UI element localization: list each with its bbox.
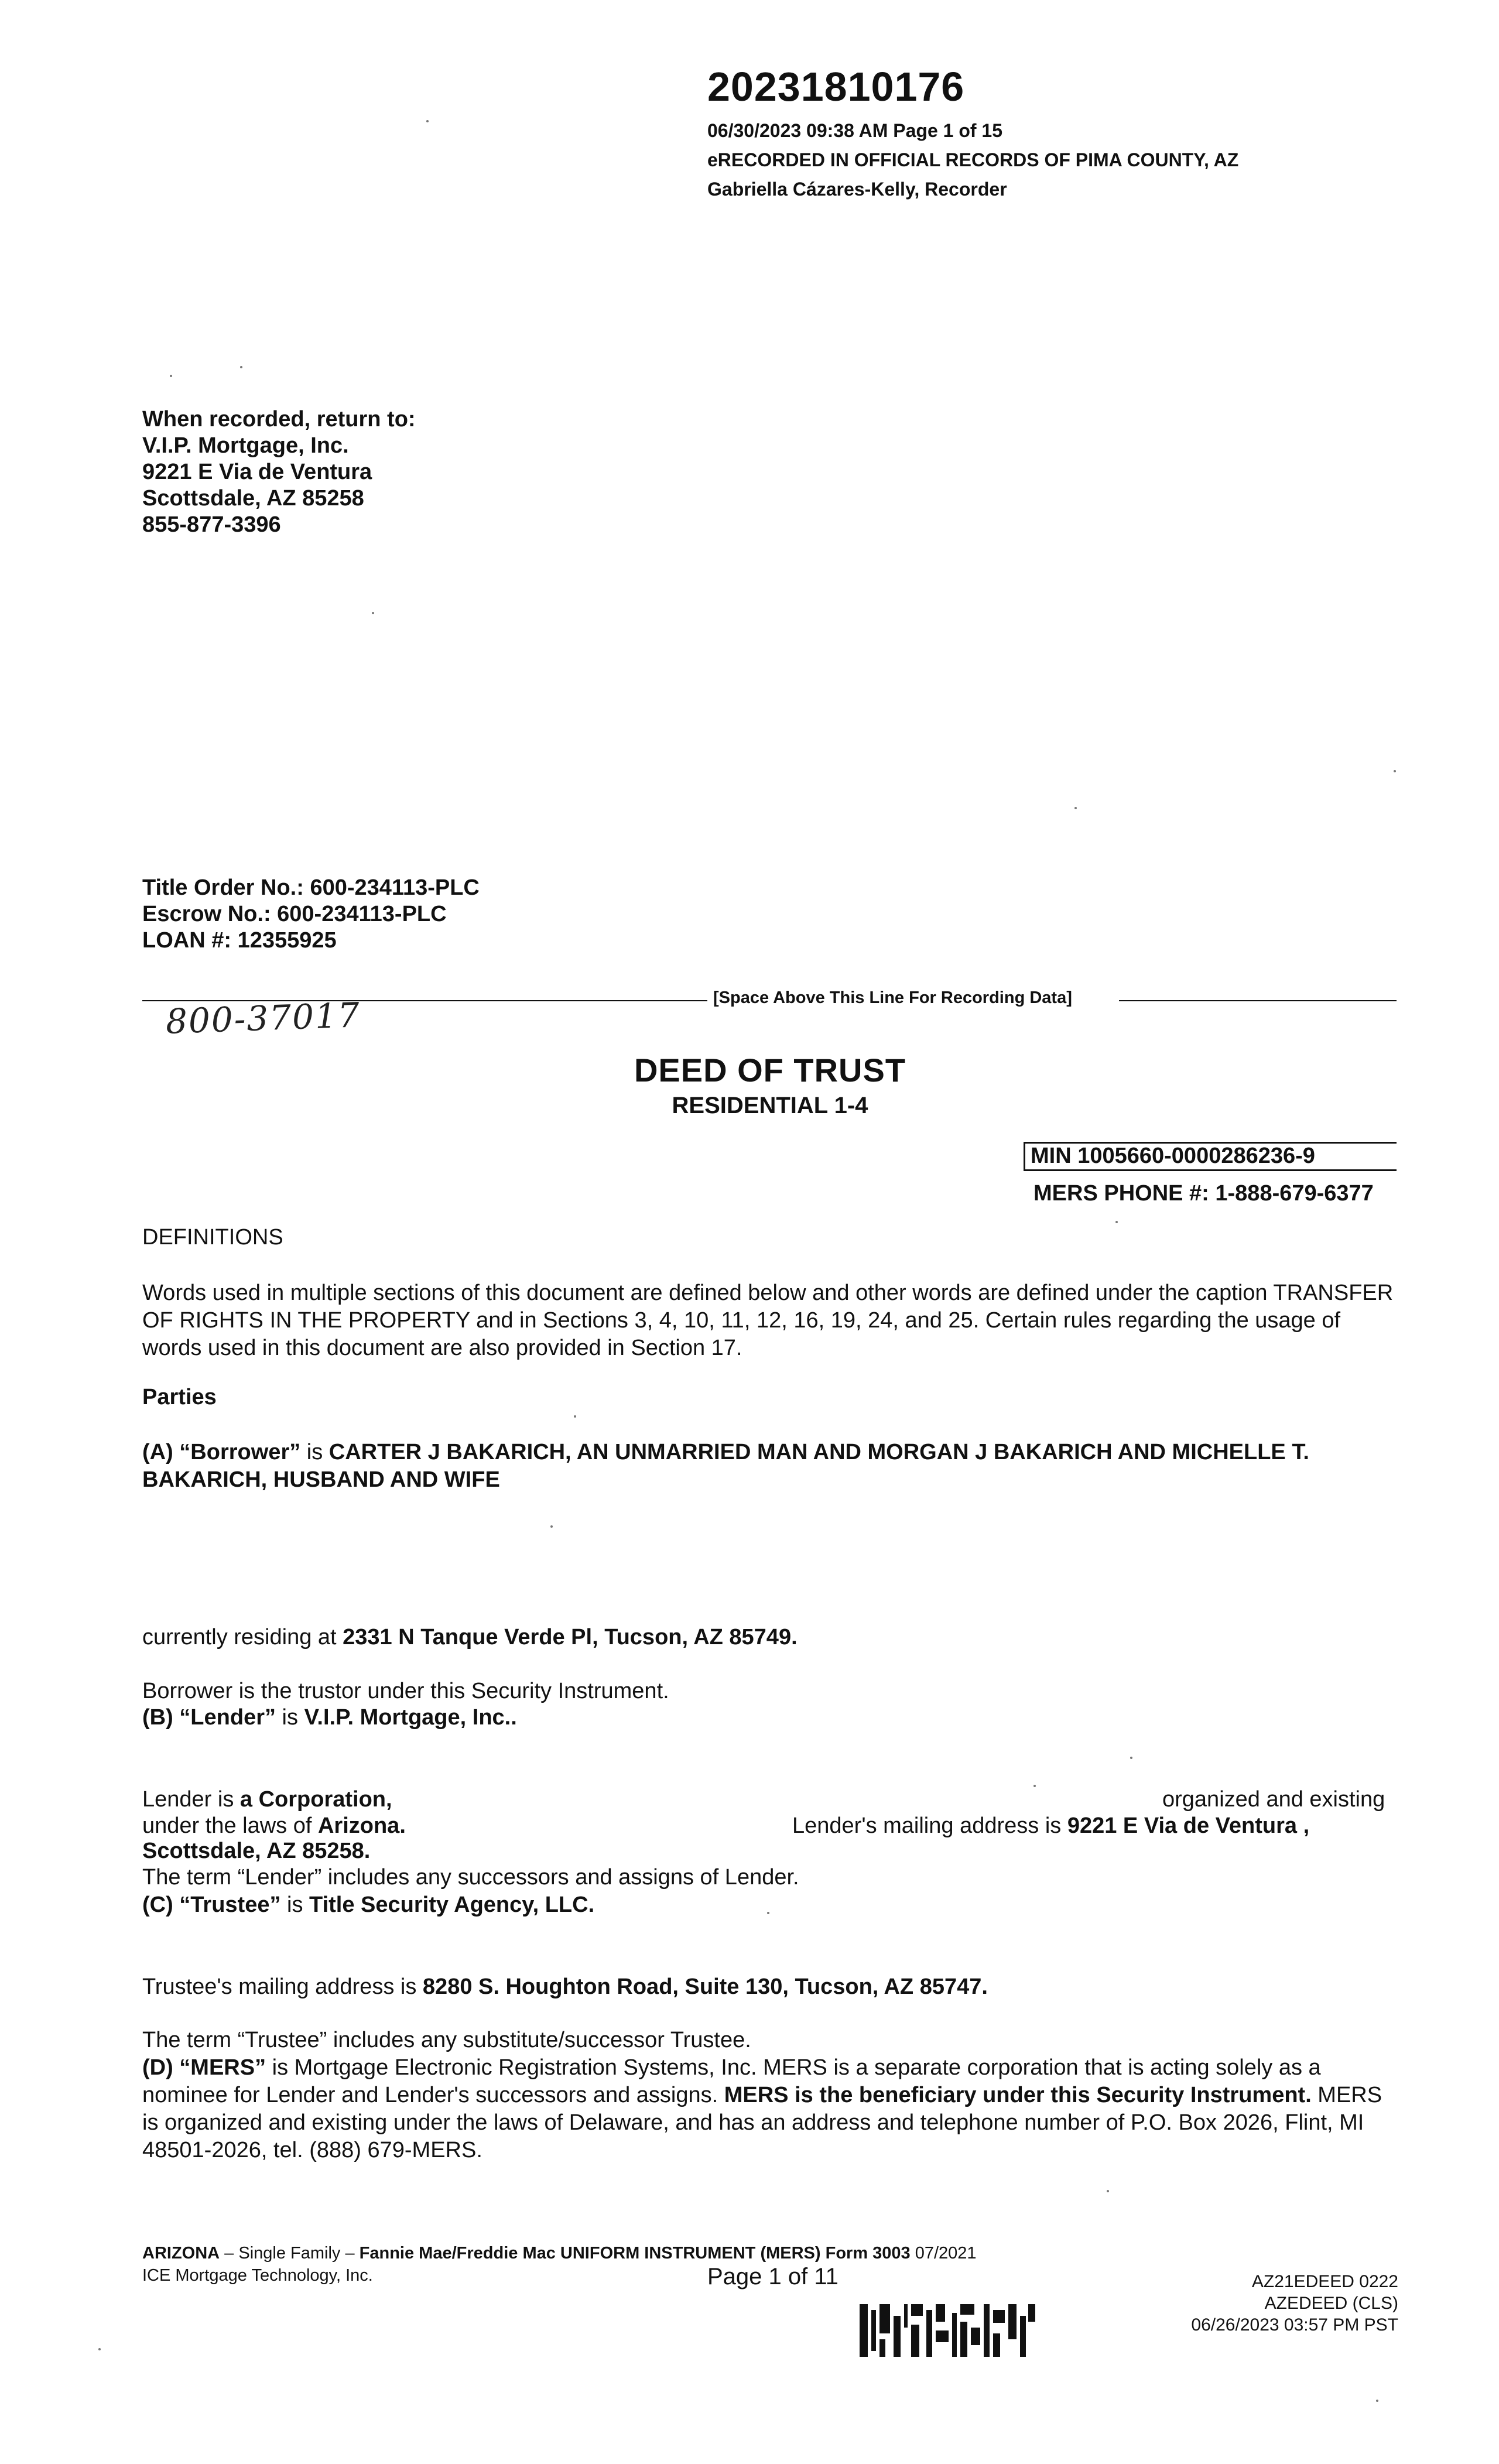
return-phone: 855-877-3396: [142, 512, 281, 537]
lender-type-label: Lender is: [142, 1787, 240, 1812]
footer-form-name: Fannie Mae/Freddie Mac UNIFORM INSTRUMENT (MERS) Form 3003: [359, 2244, 911, 2263]
scan-speck: [574, 1415, 576, 1418]
scan-speck: [1376, 2400, 1378, 2402]
mers-definition: [142, 2054, 1397, 2165]
footer-code-2: AZEDEED (CLS): [1264, 2294, 1398, 2313]
return-street: 9221 E Via de Ventura: [142, 460, 372, 484]
return-label: When recorded, return to:: [142, 407, 416, 432]
lender-mailing-city: Scottsdale, AZ 85258.: [142, 1839, 371, 1863]
recorder-name: Gabriella Cázares-Kelly, Recorder: [707, 179, 1007, 200]
lender-mailing-label: Lender's mailing address is: [792, 1813, 1067, 1838]
footer-code-3: 06/26/2023 03:57 PM PST: [1191, 2315, 1398, 2335]
parties-heading: Parties: [142, 1385, 217, 1409]
borrower-is: is: [300, 1440, 329, 1464]
borrower-address: 2331 N Tanque Verde Pl, Tucson, AZ 85749.: [343, 1625, 798, 1649]
recording-number: 20231810176: [707, 64, 965, 109]
trustee-mailing: [142, 1974, 988, 2000]
borrower-trustor: Borrower is the trustor under this Security Instrument.: [142, 1679, 669, 1703]
scan-speck: [767, 1912, 769, 1914]
scan-speck: [170, 375, 172, 377]
trustee-mailing-address: 8280 S. Houghton Road, Suite 130, Tucson, AZ 85747.: [422, 1974, 988, 1999]
mers-beneficiary: MERS is the beneficiary under this Security Instrument.: [724, 2083, 1312, 2107]
borrower-name: CARTER J BAKARICH, AN UNMARRIED MAN AND MORGAN J BAKARICH AND MICHELLE T. BAKARICH, HUSBAND AND WIFE: [142, 1440, 1309, 1492]
definitions-heading: DEFINITIONS: [142, 1225, 283, 1250]
mers-text-1: is Mortgage Electronic Registration Systems, Inc. MERS is a separate corporation that is acting solely as a nominee for Lender and Lender's successors and assigns.: [142, 2055, 1321, 2107]
lender-type-value: a Corporation,: [239, 1787, 392, 1812]
lender-type: [142, 1787, 392, 1812]
title-order-number: Title Order No.: 600-234113-PLC: [142, 875, 480, 900]
document-subtitle: RESIDENTIAL 1-4: [672, 1093, 868, 1118]
return-name: V.I.P. Mortgage, Inc.: [142, 433, 349, 458]
borrower-definition: [142, 1439, 1397, 1497]
residing-label: currently residing at: [142, 1625, 343, 1649]
scan-speck: [550, 1525, 553, 1528]
trustee-name: Title Security Agency, LLC.: [309, 1893, 595, 1917]
handwritten-note: 800-37017: [165, 995, 361, 1042]
recording-datetime: 06/30/2023 09:38 AM Page 1 of 15: [707, 120, 1002, 141]
scan-speck: [1074, 807, 1077, 809]
scan-speck: [240, 366, 242, 368]
escrow-number: Escrow No.: 600-234113-PLC: [142, 902, 447, 926]
lender-successors: The term “Lender” includes any successors and assigns of Lender.: [142, 1865, 799, 1890]
footer-state: ARIZONA: [142, 2244, 220, 2263]
loan-number: LOAN #: 12355925: [142, 928, 337, 953]
lender-mailing: [792, 1813, 1309, 1839]
trustee-substitute: The term “Trustee” includes any substitute/successor Trustee.: [142, 2028, 751, 2052]
scan-speck: [1130, 1757, 1132, 1759]
scan-speck: [1394, 770, 1396, 772]
lender-definition: [142, 1705, 517, 1730]
mers-label: (D) “MERS”: [142, 2055, 266, 2080]
footer-line1a: – Single Family –: [220, 2244, 360, 2263]
footer-page-number: Page 1 of 11: [707, 2264, 839, 2290]
lender-name: V.I.P. Mortgage, Inc..: [304, 1705, 517, 1730]
scan-speck: [98, 2348, 101, 2350]
document-title: DEED OF TRUST: [634, 1052, 906, 1089]
scan-speck: [1107, 2190, 1109, 2192]
trustee-label: (C) “Trustee”: [142, 1893, 281, 1917]
footer-code-1: AZ21EDEED 0222: [1251, 2272, 1398, 2291]
borrower-residence: [142, 1625, 798, 1650]
scan-speck: [426, 120, 429, 122]
barcode-graphic: [860, 2304, 1035, 2357]
trustee-definition: [142, 1893, 594, 1918]
lender-label: (B) “Lender”: [142, 1705, 276, 1730]
recording-office: eRECORDED IN OFFICIAL RECORDS OF PIMA COUNTY, AZ: [707, 149, 1239, 170]
trustee-mailing-label: Trustee's mailing address is: [142, 1974, 423, 1999]
trustee-is: is: [280, 1893, 310, 1917]
footer-vendor: ICE Mortgage Technology, Inc.: [142, 2266, 373, 2285]
space-above-label: [Space Above This Line For Recording Data]: [713, 988, 1072, 1007]
definitions-paragraph: Words used in multiple sections of this document are defined below and other words are defined under the caption TRANSFER OF RIGHTS IN THE PROPERTY and in Sections 3, 4, 10, 11, 12, 16, 19, 24, and 25. Certain rules regarding the usage of words used in this document are also provided in Section 17.: [142, 1281, 1394, 1360]
mers-phone: MERS PHONE #: 1-888-679-6377: [1033, 1181, 1374, 1206]
lender-organized: organized and existing: [1162, 1787, 1385, 1812]
footer-form-date: 07/2021: [910, 2244, 977, 2263]
footer-form-line: [142, 2244, 977, 2263]
return-city: Scottsdale, AZ 85258: [142, 486, 364, 511]
lender-state: Arizona.: [317, 1813, 406, 1838]
lender-mailing-street: 9221 E Via de Ventura ,: [1067, 1813, 1310, 1838]
borrower-label: (A) “Borrower”: [142, 1440, 301, 1464]
mers-text-2: MERS is organized and existing under the laws of Delaware, and has an address and telephone number of P.O. Box 2026, Flint, MI 48501-2026, tel. (888) 679-MERS.: [142, 2083, 1382, 2162]
scan-speck: [1115, 1221, 1118, 1223]
lender-laws: [142, 1813, 406, 1839]
lender-laws-label: under the laws of: [142, 1813, 318, 1838]
min-number: MIN 1005660-0000286236-9: [1031, 1144, 1315, 1168]
scan-speck: [1033, 1785, 1036, 1787]
scan-speck: [372, 612, 374, 614]
lender-is: is: [276, 1705, 304, 1730]
separator-rule-right: [1119, 1000, 1397, 1001]
